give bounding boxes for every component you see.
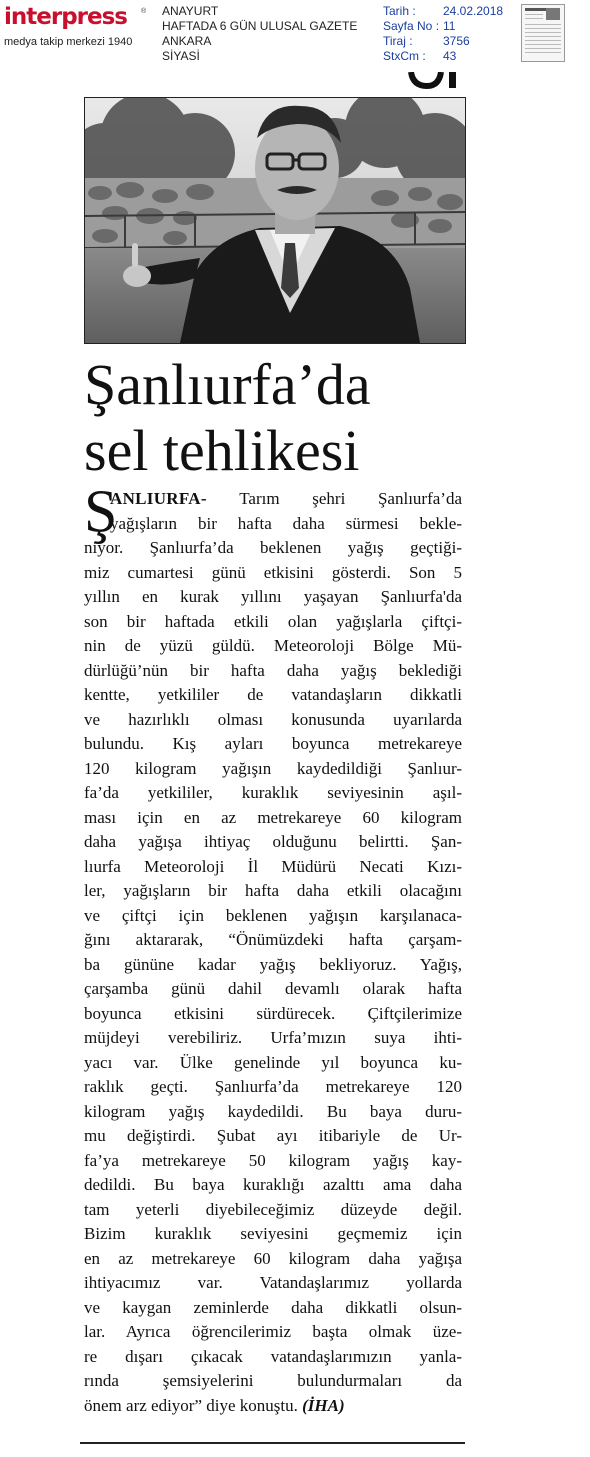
body-line: ve hazırlıklı olması konusunda uyarılarda xyxy=(84,709,462,729)
article-photo xyxy=(84,97,466,344)
thumbnail-text-line xyxy=(525,18,543,19)
thumbnail-text-line xyxy=(525,24,561,25)
publication-city: ANKARA xyxy=(162,34,212,48)
body-line: nin de yüzü güldü. Meteoroloji Bölge Mü- xyxy=(84,636,462,655)
thumbnail-text-line xyxy=(525,32,561,33)
meta-circulation-value: 3756 xyxy=(443,34,470,48)
body-line: ba gününe kadar yağış bekliyoruz. Yağış, xyxy=(84,954,462,974)
body-line: miz cumartesi günü etkisini gösterdi. Son 5 xyxy=(84,562,462,582)
body-line: fa’da yetkililer, kuraklık seviyesinin aşıl- xyxy=(84,783,462,802)
article-bottom-rule xyxy=(80,1442,465,1444)
publication-category: SİYASİ xyxy=(162,49,200,63)
meta-page-value: 11 xyxy=(443,19,456,33)
headline-line-1: Şanlıurfa’da xyxy=(84,352,371,417)
body-line: Bizim kuraklık seviyesini geçmemiz için xyxy=(84,1224,462,1243)
meta-date-label: Tarih : xyxy=(383,4,416,18)
body-line: rında şemsiyelerini bulundurmaları da xyxy=(84,1371,462,1390)
body-line-text: önem arz ediyor” diye konuştu. xyxy=(84,1395,298,1415)
meta-stxcm-value: 43 xyxy=(443,49,457,63)
body-line: niyor. Şanlıurfa’da beklenen yağış geçtiği- xyxy=(84,538,462,557)
thumbnail-text-line xyxy=(525,36,561,37)
body-line: yacı var. Ülke genelinde yıl boyunca ku- xyxy=(84,1052,462,1072)
headline-line-2: sel tehlikesi xyxy=(84,418,360,483)
article-headline xyxy=(84,352,474,484)
thumbnail-text-line xyxy=(525,52,561,53)
thumbnail-masthead xyxy=(525,8,547,11)
body-line: mu değiştirdi. Şubat ayı itibariyle de Ur- xyxy=(84,1126,462,1145)
body-line: ler, yağışların bir hafta daha etkili olacağını xyxy=(84,881,462,900)
thumbnail-text-line xyxy=(525,40,561,41)
logo-wordmark: interpress xyxy=(4,4,127,30)
body-line: yıllın en kurak yıllını yaşayan Şanlıurfa'da xyxy=(84,587,462,606)
meta-circulation-label: Tiraj : xyxy=(383,34,413,48)
body-line: 120 kilogram yağışın kaydedildiği Şanlıur- xyxy=(84,758,462,778)
meta-date-value: 24.02.2018 xyxy=(443,4,504,18)
meta-page-row xyxy=(383,19,523,34)
meta-circulation-row xyxy=(383,34,523,49)
body-line: lar. Ayrıca öğrencilerimiz başta olmak üze- xyxy=(84,1322,462,1341)
body-line: ve kaygan zeminlerde daha dikkatli olsun- xyxy=(84,1297,462,1317)
publication-frequency: HAFTADA 6 GÜN ULUSAL GAZETE xyxy=(162,19,358,33)
body-line: dedildi. Bu baya kuraklığı azalttı ama daha xyxy=(84,1175,462,1194)
cropped-heading-fragment xyxy=(405,72,465,94)
thumbnail-text-line xyxy=(525,48,561,49)
meta-date-row xyxy=(383,4,523,19)
news-agency-credit: (İHA) xyxy=(302,1395,345,1415)
body-line: çarşamba günü dahil devamlı olarak hafta xyxy=(84,979,462,998)
thumbnail-text-line xyxy=(525,44,561,45)
body-line: ğını aktararak, “Önümüzdeki hafta çarşam- xyxy=(84,930,462,949)
body-line: fa’ya metrekareye 50 kilogram yağış kay- xyxy=(84,1150,462,1170)
page-thumbnail[interactable] xyxy=(521,4,565,62)
body-line: son bir haftada etkili olan yağışlarla çiftçi- xyxy=(84,611,462,631)
body-line: dürlüğü’nün bir hafta daha yağış beklediği xyxy=(84,660,462,680)
logo-tagline: medya takip merkezi 1940 xyxy=(4,36,133,48)
body-line-text: Tarım şehri Şanlıurfa’da xyxy=(239,489,462,508)
body-line: ması için en az metrekareye 60 kilogram xyxy=(84,807,462,827)
publication-name: ANAYURT xyxy=(162,4,219,18)
body-line: müjdeyi verebiliriz. Urfa’mızın suya ihti- xyxy=(84,1028,462,1047)
body-line: lıurfa Meteoroloji İl Müdürü Necati Kızı- xyxy=(84,856,462,876)
registered-mark: ® xyxy=(141,8,147,15)
body-line: kentte, yetkililer de vatandaşların dikkatli xyxy=(84,685,462,704)
body-line: boyunca etkisini sürdürecek. Çiftçilerimize xyxy=(84,1003,462,1023)
body-line: ve çiftçi için beklenen yağışın karşılanaca- xyxy=(84,905,462,925)
body-line: re dışarı çıkacak vatandaşlarımızın yanla- xyxy=(84,1346,462,1366)
meta-stxcm-label: StxCm : xyxy=(383,49,426,63)
body-line: daha yağışa ihtiyaç olduğunu belirtti. Şan- xyxy=(84,832,462,851)
meta-page-label: Sayfa No : xyxy=(383,19,440,33)
dateline: ANLIURFA- xyxy=(110,489,207,508)
drop-cap: Ş xyxy=(84,478,118,544)
body-line: en az metrekareye 60 kilogram daha yağışa xyxy=(84,1248,462,1268)
meta-stxcm-row xyxy=(383,49,523,64)
article-body xyxy=(84,478,462,1418)
body-line: yağışların bir hafta daha sürmesi bekle- xyxy=(110,513,462,533)
body-line: tam yeterli diyebileceğimiz düzeyde değil. xyxy=(84,1199,462,1219)
body-line: bulundu. Kış ayları boyunca metrekareye xyxy=(84,734,462,753)
body-line xyxy=(84,1394,462,1419)
thumbnail-text-line xyxy=(525,14,543,15)
thumbnail-text-line xyxy=(525,28,561,29)
body-line xyxy=(84,487,462,512)
thumbnail-photo xyxy=(546,8,560,20)
clipping-meta xyxy=(383,4,523,64)
publication-info xyxy=(162,4,357,64)
body-line: ihtiyacımız var. Vatandaşlarımız yollarda xyxy=(84,1273,462,1292)
interpress-logo xyxy=(4,4,154,54)
body-line: kilogram yağış kaydedildi. Bu baya duru- xyxy=(84,1101,462,1121)
body-line: raklık geçti. Şanlıurfa’da metrekareye 120 xyxy=(84,1077,462,1096)
